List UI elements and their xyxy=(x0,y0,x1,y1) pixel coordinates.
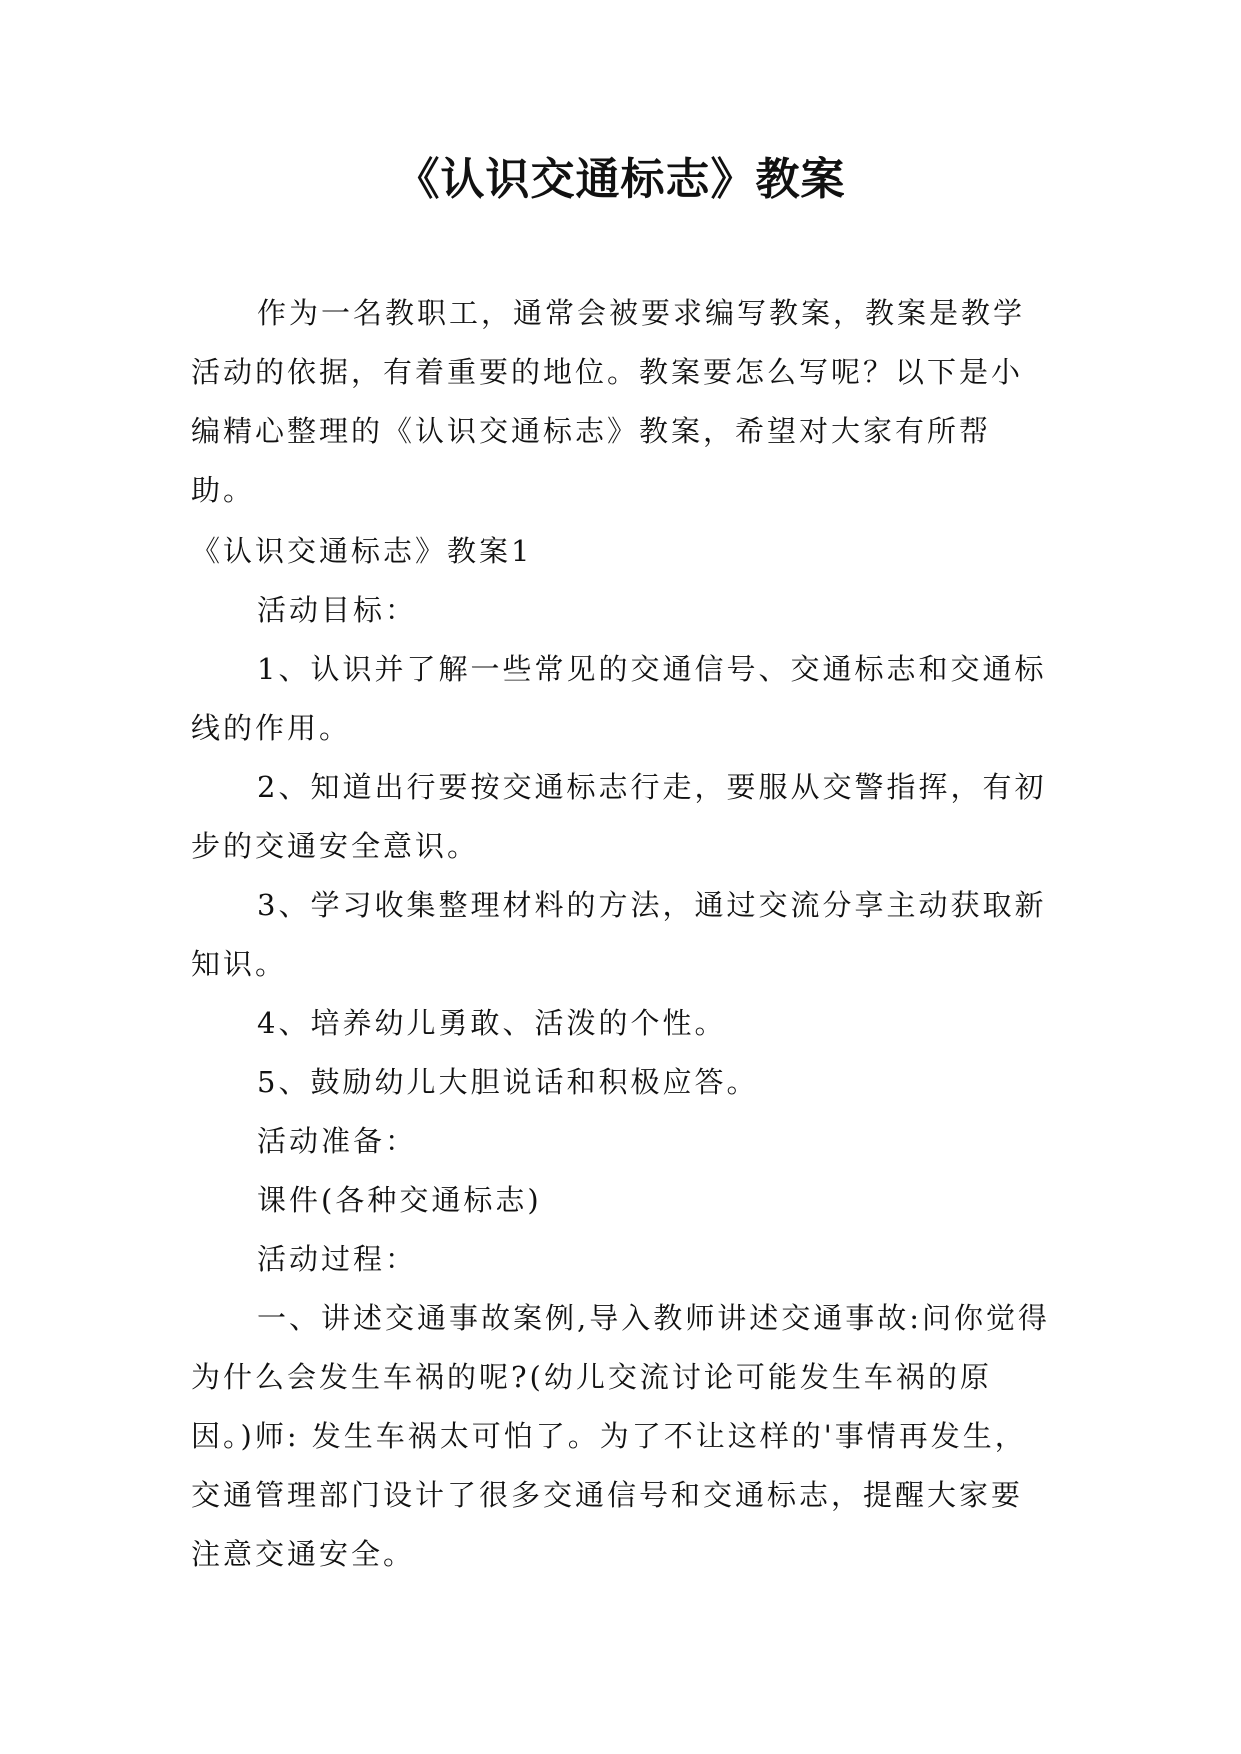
intro-paragraph: 作为一名教职工，通常会被要求编写教案，教案是教学活动的依据，有着重要的地位。教案要怎么写呢？以下是小编精心整理的《认识交通标志》教案，希望对大家有所帮助。 xyxy=(191,296,1026,507)
intro-block xyxy=(191,284,1053,520)
activity-preparation-heading: 活动准备： xyxy=(257,1124,418,1158)
goal-item-2: 2、知道出行要按交通标志行走，要服从交警指挥，有初步的交通安全意识。 xyxy=(191,770,1047,863)
document-title: 《认识交通标志》教案 xyxy=(395,154,846,205)
goal-item-4: 4、培养幼儿勇敢、活泼的个性。 xyxy=(257,1006,727,1040)
process-step-1: 一、讲述交通事故案例,导入教师讲述交通事故:问你觉得为什么会发生车祸的呢?(幼儿交流讨论可能发生车祸的原因。)师: 发生车祸太可怕了。为了不让这样的'事情再发生，交通管理部门设计了很多交通信号和交通标志，提醒大家要注意交通安全。 xyxy=(191,1301,1050,1571)
lesson-plan-section xyxy=(191,522,1053,1584)
activity-process-heading: 活动过程： xyxy=(257,1242,418,1276)
goal-item-3: 3、学习收集整理材料的方法，通过交流分享主动获取新知识。 xyxy=(191,888,1047,981)
section-heading: 《认识交通标志》教案1 xyxy=(191,534,533,568)
goal-item-5: 5、鼓励幼儿大胆说话和积极应答。 xyxy=(257,1065,759,1099)
activity-goals-heading: 活动目标： xyxy=(257,593,418,627)
preparation-item: 课件(各种交通标志) xyxy=(257,1183,542,1217)
goal-item-1: 1、认识并了解一些常见的交通信号、交通标志和交通标线的作用。 xyxy=(191,652,1047,745)
